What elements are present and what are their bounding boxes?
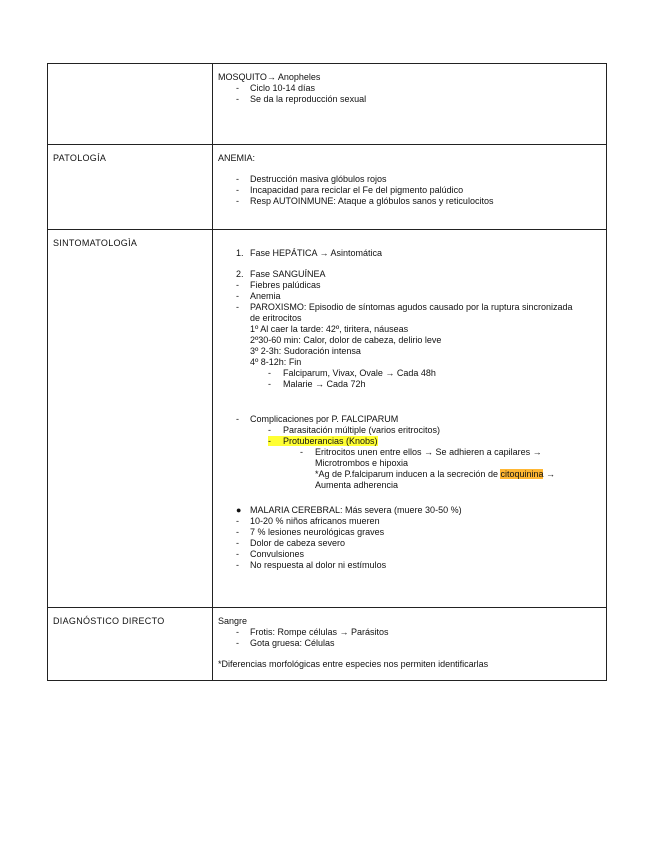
label-patologia: PATOLOGÍA	[48, 145, 213, 230]
text-line: 3º 2-3h: Sudoración intensa	[250, 346, 361, 356]
list-item: - Falciparum, Vivax, Ovale → Cada 48h	[268, 368, 436, 378]
list-item: 1. Fase HEPÁTICA → Asintomática	[236, 248, 383, 258]
list-item: - Resp AUTOINMUNE: Ataque a glóbulos sanos y reticulocitos	[236, 196, 494, 206]
notes-table	[47, 63, 607, 681]
cell-patologia	[213, 145, 607, 230]
label-diagnostico: DIAGNÓSTICO DIRECTO	[48, 608, 213, 681]
cell-mosquito	[213, 64, 607, 145]
list-item: - 7 % lesiones neurológicas graves	[236, 527, 385, 537]
text-line: Aumenta adherencia	[315, 480, 399, 490]
list-item: - Dolor de cabeza severo	[236, 538, 346, 548]
mosquito-title: MOSQUITO→ Anopheles	[218, 72, 321, 82]
list-item: - Fiebres palúdicas	[236, 280, 321, 290]
list-item: 2. Fase SANGUÍNEA	[236, 269, 326, 279]
label-empty	[48, 64, 213, 145]
text-line: de eritrocitos	[250, 313, 302, 323]
list-item: - Convulsiones	[236, 549, 305, 559]
list-item: - Complicaciones por P. FALCIPARUM	[236, 414, 399, 424]
list-item: - Anemia	[236, 291, 281, 301]
highlight-citoquinina: citoquinina	[500, 469, 544, 479]
cell-diagnostico	[213, 608, 607, 681]
list-item: - Se da la reproducción sexual	[236, 94, 367, 104]
cell-sintomatologia	[213, 230, 607, 608]
list-item: - Eritrocitos unen entre ellos → Se adhieren a capilares →	[300, 447, 542, 457]
list-item: - Malarie → Cada 72h	[268, 379, 366, 389]
list-item: ● MALARIA CEREBRAL: Más severa (muere 30-50 %)	[236, 505, 462, 515]
list-item: - Parasitación múltiple (varios eritrocitos)	[268, 425, 441, 435]
list-item: - Incapacidad para reciclar el Fe del pigmento palúdico	[236, 185, 464, 195]
list-item: - Ciclo 10-14 días	[236, 83, 316, 93]
list-item: - Destrucción masiva glóbulos rojos	[236, 174, 387, 184]
list-item-highlighted: - Protuberancias (Knobs)	[268, 436, 378, 446]
anemia-heading: ANEMIA:	[218, 153, 256, 163]
row-diagnostico	[48, 608, 607, 681]
text-line: *Ag de P.falciparum inducen a la secreción de citoquinina →	[315, 469, 555, 479]
list-item: - Gota gruesa: Células	[236, 638, 335, 648]
text-line: Microtrombos e hipoxia	[315, 458, 409, 468]
diagnostico-note: *Diferencias morfológicas entre especies nos permiten identificarlas	[218, 659, 489, 669]
label-sintomatologia: SINTOMATOLOGÌA	[48, 230, 213, 608]
row-patologia	[48, 145, 607, 230]
row-mosquito	[48, 64, 607, 145]
row-sintomatologia	[48, 230, 607, 608]
text-line: 2º30-60 min: Calor, dolor de cabeza, delirio leve	[250, 335, 442, 345]
list-item: - Frotis: Rompe células → Parásitos	[236, 627, 389, 637]
list-item: - No respuesta al dolor ni estímulos	[236, 560, 387, 570]
list-item: - 10-20 % niños africanos mueren	[236, 516, 380, 526]
list-item: - PAROXISMO: Episodio de síntomas agudos causado por la ruptura sincronizada	[236, 302, 573, 312]
text-line: 4º 8-12h: Fin	[250, 357, 302, 367]
text-line: 1º Al caer la tarde: 42º, tiritera, náuseas	[250, 324, 409, 334]
sangre-heading: Sangre	[218, 616, 248, 626]
